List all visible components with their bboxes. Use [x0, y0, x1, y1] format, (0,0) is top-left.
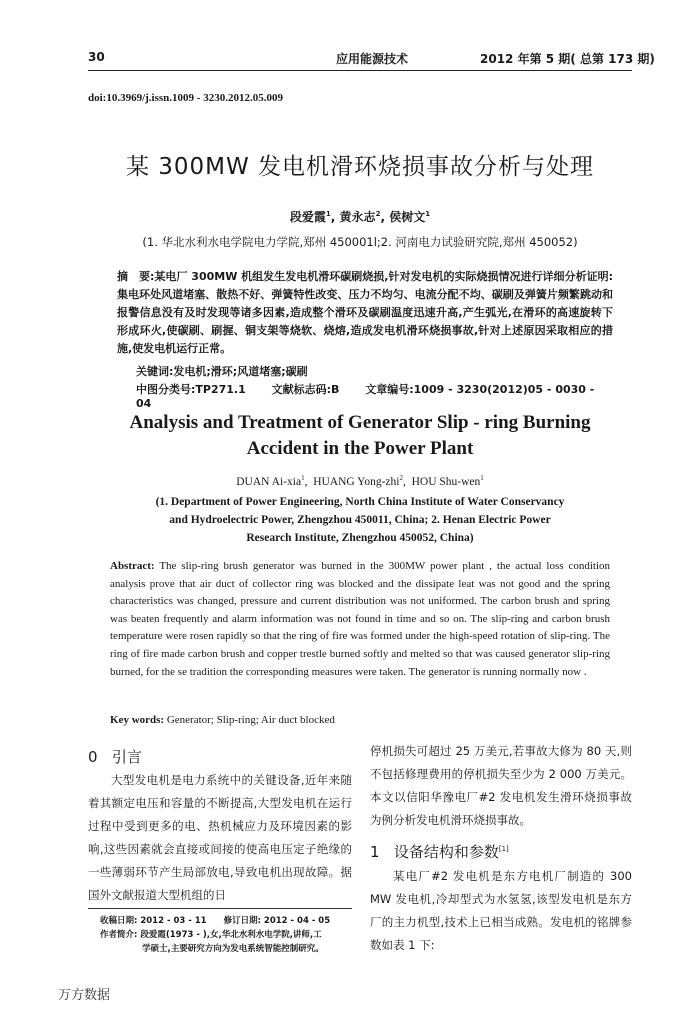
article-number: 文章编号:1009 - 3230(2012)05 - 0030 - 04 [136, 383, 595, 410]
page-number: 30 [88, 50, 105, 64]
journal-name: 应用能源技术 [336, 52, 409, 66]
title-cn: 某 300MW 发电机滑环烧损事故分析与处理 [125, 154, 595, 180]
authors-en: DUAN Ai-xia$^1$, HUANG Yong-zhi$^2$, HOU Shu-wen$^1$ [236, 474, 484, 488]
header-rule [88, 70, 632, 71]
section-1-heading: 1 设备结构和参数[1] [370, 843, 509, 861]
title-en: Analysis and Treatment of Generator Slip - ring Burning Accident in the Power Plant [129, 412, 591, 459]
abstract-en [110, 558, 610, 681]
affiliation-en: (1. Department of Power Engineering, North China Institute of Water Conservancy and Hydroelectric Power, Zhengzhou 450011, China; 2. Henan Electric Power Research Institute, Zhengzhou 450052, China) [155, 496, 565, 544]
author-cn-3: 侯树文 [389, 210, 426, 224]
keywords-en: Key words: Generator; Slip-ring; Air duct blocked [110, 714, 335, 726]
abstract-en-label: Abstract: [110, 560, 155, 572]
section-0-heading: 0 引言 [88, 748, 142, 766]
doi: doi:10.3969/j.issn.1009 - 3230.2012.05.009 [88, 92, 283, 104]
footnote: 收稿日期: 2012 - 03 - 11 修订日期: 2012 - 04 - 05 作者简介: 段爱霞(1973 - ),女,华北水利水电学院,讲师,工 学硕士,主要研究方向为发电系统智能控制研究。 [100, 914, 356, 956]
section-1-paragraph: 某电厂#2 发电机是东方电机厂制造的 300 MW 发电机,冷却型式为水氢氢,该型发电机是东方厂的主力机型,技术上已相当成熟。发电机的铭牌参数如表 1 下: [370, 869, 632, 952]
affiliation-cn: (1. 华北水利水电学院电力学院,郑州 450001l;2. 河南电力试验研究院,郑州 450052) [142, 235, 578, 249]
author-cn-1: 段爱霞 [289, 210, 326, 224]
watermark: 万方数据 [58, 988, 111, 1003]
keywords-cn: 关键词:发电机;滑环;风道堵塞;碳刷 [136, 365, 308, 378]
issue-info: 2012 年第 5 期( 总第 173 期) [480, 52, 655, 66]
abstract-en-text: The slip-ring brush generator was burned in the 300MW power plant , the actual loss condition analysis prove that air duct of collector ring was blocked and the dissipate leat was not good and the spring characteristics was changed, pressure and current distribution was not uniformed. The carbon brush and spring was beaten frequently and alarm information was not found in time and so on. The slip-ring and carbon brush temperature were rosen rapidly so that the ring of fire was formed under the high-speed rotation of slip-ring. The ring of fire made carbon brush and copper trestle burned softly and melted so that was caused generator slip-ring burned, for the se tradition the corresponding measures were taken. The generator is running normally now . [110, 560, 610, 678]
footnote-rule [88, 908, 352, 909]
footnote-author-bio: 作者简介: 段爱霞(1973 - ),女,华北水利水电学院,讲师,工 [100, 930, 322, 940]
abstract-cn-label: 摘 要: [117, 270, 155, 283]
author-cn-2: 黄永志 [339, 210, 376, 224]
abstract-cn [117, 268, 613, 358]
footnote-dates: 收稿日期: 2012 - 03 - 11 修订日期: 2012 - 04 - 05 [100, 916, 331, 926]
document-code: 文献标志码:B [271, 383, 340, 396]
classification-row [136, 381, 616, 410]
abstract-cn-text: 某电厂 300MW 机组发生发电机滑环碳刷烧损,针对发电机的实际烧损情况进行详细分析证明:集电环处风道堵塞、散热不好、弹簧特性改变、压力不均匀、电流分配不均、碳刷及弹簧片频繁跳动和报警信息没有及时发现等诸多因素,造成整个滑环及碳刷温度迅速升高,产生弧光,在滑环的高速旋转下形成环火,使碳刷、刷握、铜支架等烧软、烧熔,造成发电机滑环烧损事故,针对上述原因采取相应的措施,使发电机运行正常。 [117, 270, 613, 355]
authors-cn: 段爱霞$^1$, 黄永志$^2$, 侯树文$^1$ [289, 210, 431, 224]
section-0-right-paragraph: 停机损失可超过 25 万美元,若事故大修为 80 天,则不包括修理费用的停机损失至少为 2 000 万美元。本文以信阳华豫电厂#2 发电机发生滑环烧损事故为例分析发电机滑环烧损事故。 [370, 744, 632, 827]
section-0-left-paragraph: 大型发电机是电力系统中的关键设备,近年来随着其额定电压和容量的不断提高,大型发电机在运行过程中受到更多的电、热机械应力及环境因素的影响,这些因素就会直接或间接的使高电压定子绝缘的一些薄弱环节产生局部放电,导致电机出现故障。据国外文献报道大型机组的日 [88, 773, 352, 902]
clc-number: 中图分类号:TP271.1 [136, 383, 246, 396]
